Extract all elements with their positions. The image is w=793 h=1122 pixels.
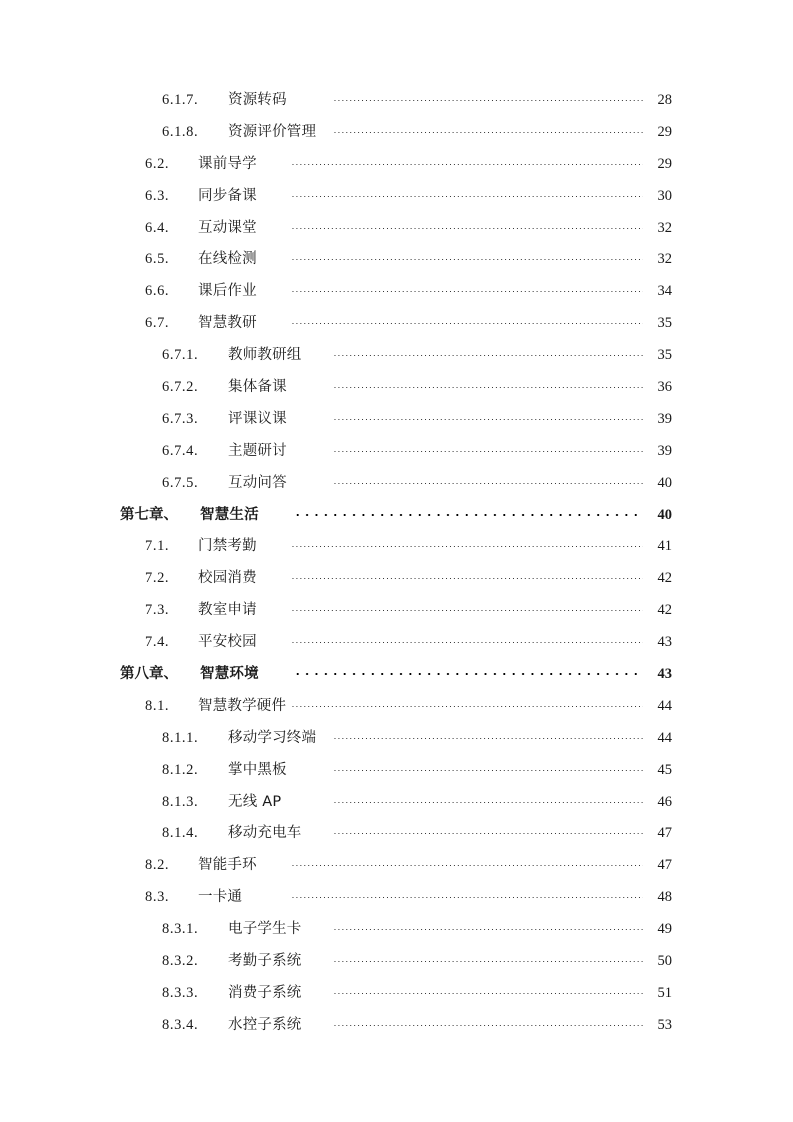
toc-entry-number: 8.3.2.	[162, 953, 199, 970]
toc-dot-leader	[291, 885, 643, 901]
toc-entry-page-number: 47	[657, 857, 672, 874]
toc-dot-leader	[333, 439, 643, 455]
toc-entry-page-number: 32	[657, 251, 672, 268]
toc-entry-title: 智慧生活	[200, 506, 259, 523]
toc-entry-page-number: 45	[657, 761, 672, 778]
toc-entry[interactable]	[0, 247, 793, 279]
toc-dot-leader	[333, 790, 643, 806]
toc-entry[interactable]	[0, 439, 793, 471]
toc-entry-number: 7.2.	[145, 570, 170, 587]
toc-entry-title: 智能手环	[198, 857, 257, 874]
toc-entry-number: 8.3.4.	[162, 1016, 199, 1033]
toc-entry-page-number: 44	[657, 697, 672, 714]
toc-entry-page-number: 40	[657, 506, 672, 523]
toc-entry-number: 第七章、	[120, 506, 178, 523]
toc-entry-number: 8.1.	[145, 697, 170, 714]
toc-entry-page-number: 36	[657, 379, 672, 396]
toc-dot-leader	[333, 407, 643, 423]
toc-entry[interactable]	[0, 503, 793, 535]
toc-entry[interactable]	[0, 311, 793, 343]
toc-entry-title: 资源转码	[228, 92, 287, 108]
toc-entry-page-number: 51	[657, 984, 672, 1001]
toc-entry-title: 教师教研组	[228, 347, 302, 364]
toc-dot-leader	[333, 343, 643, 359]
toc-dot-leader	[333, 949, 643, 965]
toc-entry-page-number: 35	[657, 315, 672, 332]
toc-entry-page-number: 30	[657, 187, 672, 204]
toc-dot-leader	[333, 375, 643, 391]
toc-entry[interactable]	[0, 981, 793, 1013]
toc-entry-title: 教室申请	[198, 602, 257, 619]
toc-entry[interactable]	[0, 662, 793, 694]
toc-entry[interactable]	[0, 726, 793, 758]
toc-dot-leader	[333, 88, 643, 104]
toc-entry-title: 掌中黑板	[228, 761, 287, 778]
toc-entry[interactable]	[0, 694, 793, 726]
toc-dot-leader	[291, 534, 643, 550]
toc-entry-number: 6.3.	[145, 187, 170, 204]
toc-entry-number: 8.1.1.	[162, 729, 199, 746]
toc-entry[interactable]	[0, 1013, 793, 1045]
toc-entry-title: 移动充电车	[228, 825, 302, 842]
toc-dot-leader	[291, 311, 643, 327]
toc-entry-title: 消费子系统	[228, 984, 302, 1001]
toc-entry-number: 6.6.	[145, 283, 170, 300]
toc-entry[interactable]	[0, 821, 793, 853]
toc-entry[interactable]	[0, 790, 793, 822]
toc-entry-title: 互动问答	[228, 474, 287, 491]
toc-entry-page-number: 46	[657, 793, 672, 810]
toc-entry[interactable]	[0, 407, 793, 439]
toc-entry-page-number: 41	[657, 538, 672, 555]
toc-entry-title: 无线 AP	[228, 793, 282, 810]
toc-entry[interactable]	[0, 343, 793, 375]
toc-entry[interactable]	[0, 152, 793, 184]
toc-dot-leader	[291, 598, 643, 614]
toc-entry-number: 6.7.4.	[162, 442, 199, 459]
toc-dot-leader	[291, 247, 643, 263]
toc-entry[interactable]	[0, 949, 793, 981]
toc-dot-leader	[291, 853, 643, 869]
toc-entry-title: 同步备课	[198, 187, 257, 204]
toc-entry[interactable]	[0, 598, 793, 630]
toc-entry-page-number: 43	[657, 666, 672, 683]
toc-entry-title: 门禁考勤	[198, 538, 257, 555]
toc-entry-number: 8.1.2.	[162, 761, 199, 778]
toc-entry-title: 课前导学	[198, 155, 257, 172]
toc-entry-title: 智慧教学硬件	[198, 697, 287, 714]
toc-entry-page-number: 50	[657, 953, 672, 970]
toc-entry-number: 8.2.	[145, 857, 170, 874]
toc-entry[interactable]	[0, 279, 793, 311]
toc-entry-title: 主题研讨	[228, 442, 287, 459]
toc-entry-number: 6.7.	[145, 315, 170, 332]
toc-entry[interactable]	[0, 88, 793, 120]
toc-entry-page-number: 29	[657, 123, 672, 140]
toc-entry-page-number: 35	[657, 347, 672, 364]
toc-entry-number: 8.3.3.	[162, 984, 199, 1001]
toc-entry-title: 评课议课	[228, 410, 287, 427]
toc-entry[interactable]	[0, 375, 793, 407]
toc-dot-leader	[333, 726, 643, 742]
toc-entry-number: 6.7.5.	[162, 474, 199, 491]
toc-entry[interactable]	[0, 534, 793, 566]
toc-dot-leader	[333, 1013, 643, 1029]
toc-entry[interactable]	[0, 566, 793, 598]
toc-entry-title: 一卡通	[198, 889, 243, 906]
toc-entry[interactable]	[0, 885, 793, 917]
toc-entry-number: 7.4.	[145, 634, 170, 651]
toc-entry-number: 8.3.	[145, 889, 170, 906]
toc-entry-page-number: 48	[657, 889, 672, 906]
toc-entry-page-number: 42	[657, 570, 672, 587]
toc-entry-title: 互动课堂	[198, 219, 257, 236]
toc-entry[interactable]	[0, 184, 793, 216]
toc-entry-number: 6.4.	[145, 219, 170, 236]
toc-dot-leader	[291, 279, 643, 295]
toc-dot-leader	[291, 630, 643, 646]
toc-dot-leader	[333, 981, 643, 997]
toc-entry-number: 第八章、	[120, 666, 178, 683]
toc-entry-page-number: 49	[657, 921, 672, 938]
toc-entry-title: 课后作业	[198, 283, 257, 300]
toc-dot-leader	[291, 152, 643, 168]
toc-entry-number: 6.2.	[145, 155, 170, 172]
toc-entry-number: 7.3.	[145, 602, 170, 619]
toc-entry-number: 6.1.8.	[162, 123, 199, 140]
toc-entry-number: 6.7.3.	[162, 410, 199, 427]
toc-entry-number: 8.1.3.	[162, 793, 199, 810]
toc-dot-leader	[333, 821, 643, 837]
toc-entry-title: 校园消费	[198, 570, 257, 587]
toc-entry-number: 8.3.1.	[162, 921, 199, 938]
toc-entry-page-number: 40	[657, 474, 672, 491]
toc-dot-leader	[333, 917, 643, 933]
toc-entry[interactable]	[0, 917, 793, 949]
toc-entry-title: 集体备课	[228, 379, 287, 396]
toc-entry-number: 8.1.4.	[162, 825, 199, 842]
toc-entry-page-number: 32	[657, 219, 672, 236]
toc-dot-leader	[291, 566, 643, 582]
toc-entry[interactable]	[0, 471, 793, 503]
toc-entry-page-number: 39	[657, 442, 672, 459]
toc-dot-leader	[333, 120, 643, 136]
toc-entry-page-number: 43	[657, 634, 672, 651]
toc-dot-leader	[333, 471, 643, 487]
toc-entry-page-number: 29	[657, 155, 672, 172]
toc-entry-number: 6.1.7.	[162, 92, 199, 108]
toc-entry-title: 在线检测	[198, 251, 257, 268]
toc-entry-number: 6.7.2.	[162, 379, 199, 396]
toc-entry-title: 水控子系统	[228, 1016, 302, 1033]
toc-entry-page-number: 44	[657, 729, 672, 746]
toc-entry-page-number: 42	[657, 602, 672, 619]
toc-dot-leader	[293, 662, 643, 678]
toc-entry-page-number: 39	[657, 410, 672, 427]
table-of-contents	[0, 88, 793, 1045]
toc-dot-leader	[291, 694, 643, 710]
toc-dot-leader	[293, 503, 643, 519]
toc-entry[interactable]	[0, 758, 793, 790]
toc-entry-title: 智慧环境	[200, 666, 259, 683]
toc-entry-title: 考勤子系统	[228, 953, 302, 970]
toc-entry[interactable]	[0, 120, 793, 152]
toc-entry-title: 移动学习终端	[228, 729, 317, 746]
toc-entry-title: 电子学生卡	[228, 921, 302, 938]
toc-entry-page-number: 28	[657, 92, 672, 108]
toc-entry[interactable]	[0, 216, 793, 248]
toc-entry-page-number: 34	[657, 283, 672, 300]
toc-entry-number: 7.1.	[145, 538, 170, 555]
toc-entry-page-number: 53	[657, 1016, 672, 1033]
toc-entry-title: 资源评价管理	[228, 123, 317, 140]
toc-entry[interactable]	[0, 853, 793, 885]
toc-dot-leader	[333, 758, 643, 774]
toc-dot-leader	[291, 184, 643, 200]
toc-entry-title: 智慧教研	[198, 315, 257, 332]
toc-dot-leader	[291, 216, 643, 232]
toc-entry-page-number: 47	[657, 825, 672, 842]
toc-entry-title: 平安校园	[198, 634, 257, 651]
toc-entry[interactable]	[0, 630, 793, 662]
toc-entry-number: 6.7.1.	[162, 347, 199, 364]
toc-entry-number: 6.5.	[145, 251, 170, 268]
